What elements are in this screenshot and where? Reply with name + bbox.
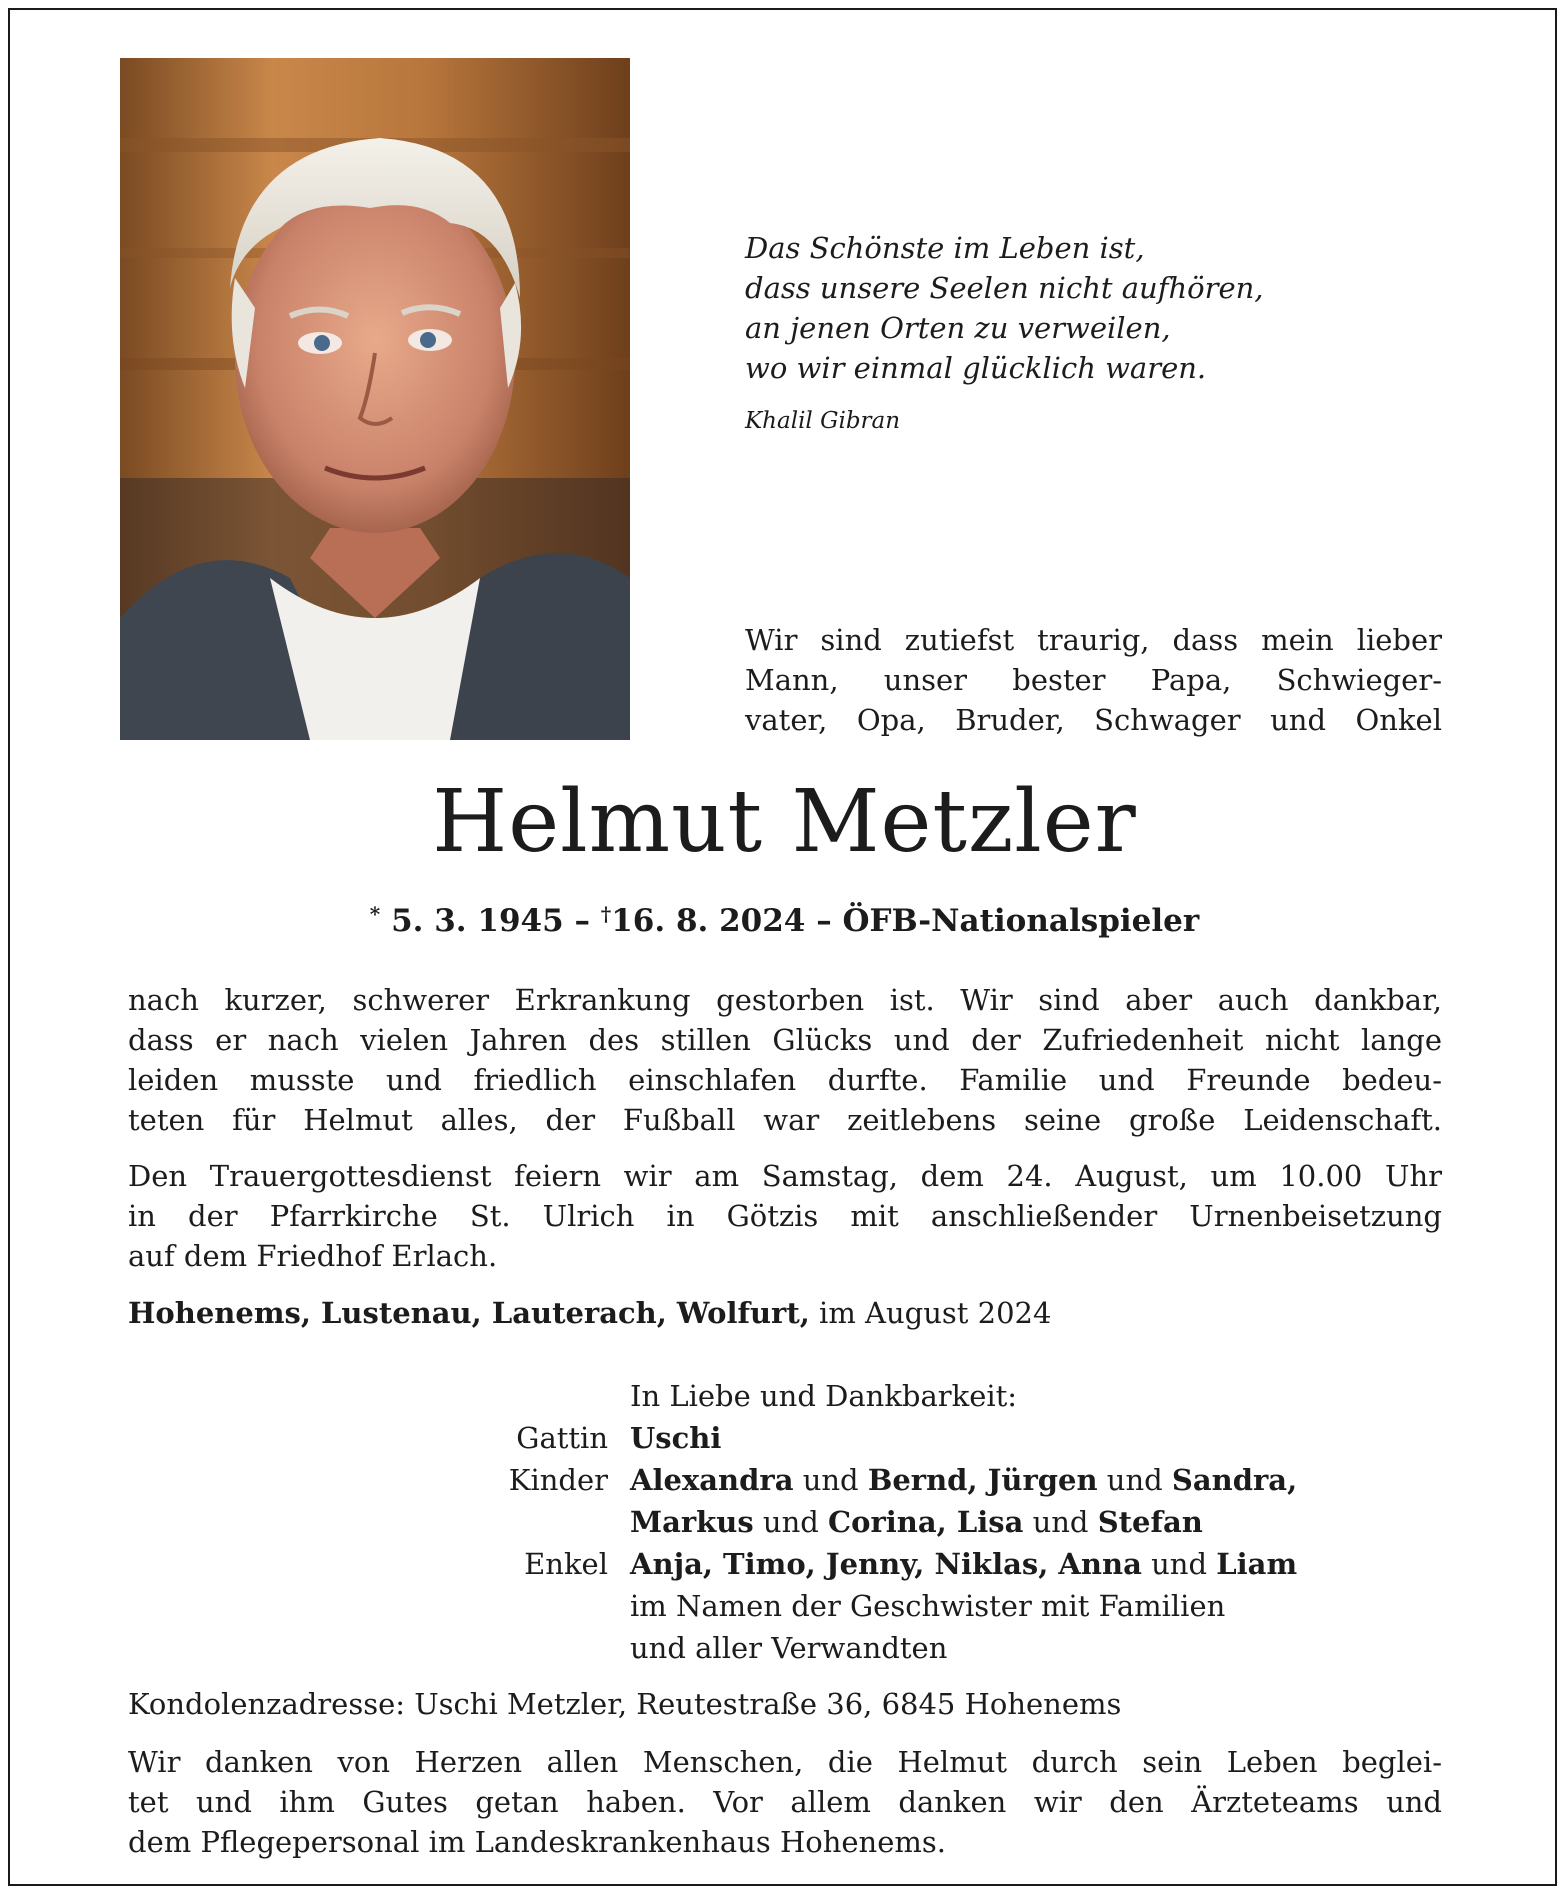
paragraph-line: teten für Helmut alles, der Fußball war zeitlebens seine große Leidenschaft. (128, 1103, 1442, 1137)
birth-symbol: * (369, 902, 381, 926)
obituary-page (8, 8, 1557, 1886)
child-name: Corina, Lisa (828, 1505, 1024, 1539)
child-name: Markus (630, 1505, 754, 1539)
grandchild-names: Anja, Timo, Jenny, Niklas, Anna (630, 1547, 1142, 1581)
child-name: Stefan (1097, 1505, 1203, 1539)
conjunction: und (1141, 1547, 1217, 1581)
paragraph-service (128, 1156, 1442, 1276)
date: im August 2024 (819, 1296, 1052, 1330)
paragraph-line: Wir danken von Herzen allen Menschen, die Helmut durch sein Leben beglei- (128, 1745, 1442, 1779)
paragraph-line: Den Trauergottesdienst feiern wir am Samstag, dem 24. August, um 10.00 Uhr (128, 1159, 1442, 1193)
paragraph-line: nach kurzer, schwerer Erkrankung gestorben ist. Wir sind aber auch dankbar, (128, 983, 1442, 1017)
quote-line: Das Schönste im Leben ist, (745, 231, 1145, 265)
quote-line: wo wir einmal glücklich waren. (745, 351, 1207, 385)
family-closing: und aller Verwandten (630, 1631, 948, 1665)
place-date (128, 1293, 1051, 1333)
paragraph-line: tet und ihm Gutes getan haben. Vor allem danken wir den Ärzteteams und (128, 1785, 1442, 1819)
paragraph-line: dass er nach vielen Jahren des stillen Glücks und der Zufriedenheit nicht lange (128, 1023, 1442, 1057)
intro-line: Wir sind zutiefst traurig, dass mein lieber (745, 623, 1442, 657)
grandchild-name: Liam (1216, 1547, 1298, 1581)
children-label: Kinder (508, 1463, 608, 1497)
quote-line: dass unsere Seelen nicht aufhören, (745, 271, 1264, 305)
intro-text (745, 620, 1442, 740)
family-list (128, 1375, 1442, 1669)
paragraph-passing (128, 980, 1442, 1140)
quote-block (745, 228, 1505, 388)
child-name: Bernd, Jürgen (867, 1463, 1098, 1497)
thanks-paragraph (128, 1742, 1442, 1862)
birth-date: 5. 3. 1945 (391, 903, 564, 939)
deceased-title: ÖFB-Nationalspieler (842, 903, 1200, 939)
paragraph-line: leiden musste und friedlich einschlafen durfte. Familie und Freunde bedeu- (128, 1063, 1442, 1097)
intro-line: vater, Opa, Bruder, Schwager und Onkel (745, 703, 1442, 737)
title-separator: – (816, 903, 832, 939)
death-date: 16. 8. 2024 (611, 903, 806, 939)
quote-line: an jenen Orten zu verweilen, (745, 311, 1171, 345)
conjunction: und (1097, 1463, 1172, 1497)
family-closing: im Namen der Geschwister mit Familien (630, 1589, 1226, 1623)
life-dates (10, 894, 1559, 941)
quote-author: Khalil Gibran (745, 408, 901, 434)
portrait-photo (120, 58, 630, 740)
child-name: Alexandra (630, 1463, 794, 1497)
dates-separator: – (574, 903, 590, 939)
paragraph-line: dem Pflegepersonal im Landeskrankenhaus Hohenems. (128, 1825, 946, 1859)
places: Hohenems, Lustenau, Lauterach, Wolfurt, (128, 1296, 810, 1330)
condolence-address (128, 1684, 1442, 1724)
condolence-line: Kondolenzadresse: Uschi Metzler, Reutestraße 36, 6845 Hohenems (128, 1687, 1122, 1721)
intro-line: Mann, unser bester Papa, Schwieger- (745, 663, 1442, 697)
deceased-name: Helmut Metzler (432, 772, 1137, 872)
paragraph-line: in der Pfarrkirche St. Ulrich in Götzis mit anschließender Urnenbeisetzung (128, 1199, 1442, 1233)
family-heading: In Liebe und Dankbarkeit: (630, 1379, 1018, 1413)
death-symbol: † (600, 902, 612, 926)
grandchildren-label: Enkel (524, 1547, 608, 1581)
conjunction: und (793, 1463, 868, 1497)
child-name: Sandra, (1171, 1463, 1298, 1497)
spouse-label: Gattin (516, 1421, 608, 1455)
conjunction: und (1023, 1505, 1098, 1539)
spouse-name: Uschi (630, 1421, 722, 1455)
conjunction: und (753, 1505, 829, 1539)
paragraph-line: auf dem Friedhof Erlach. (128, 1239, 498, 1273)
